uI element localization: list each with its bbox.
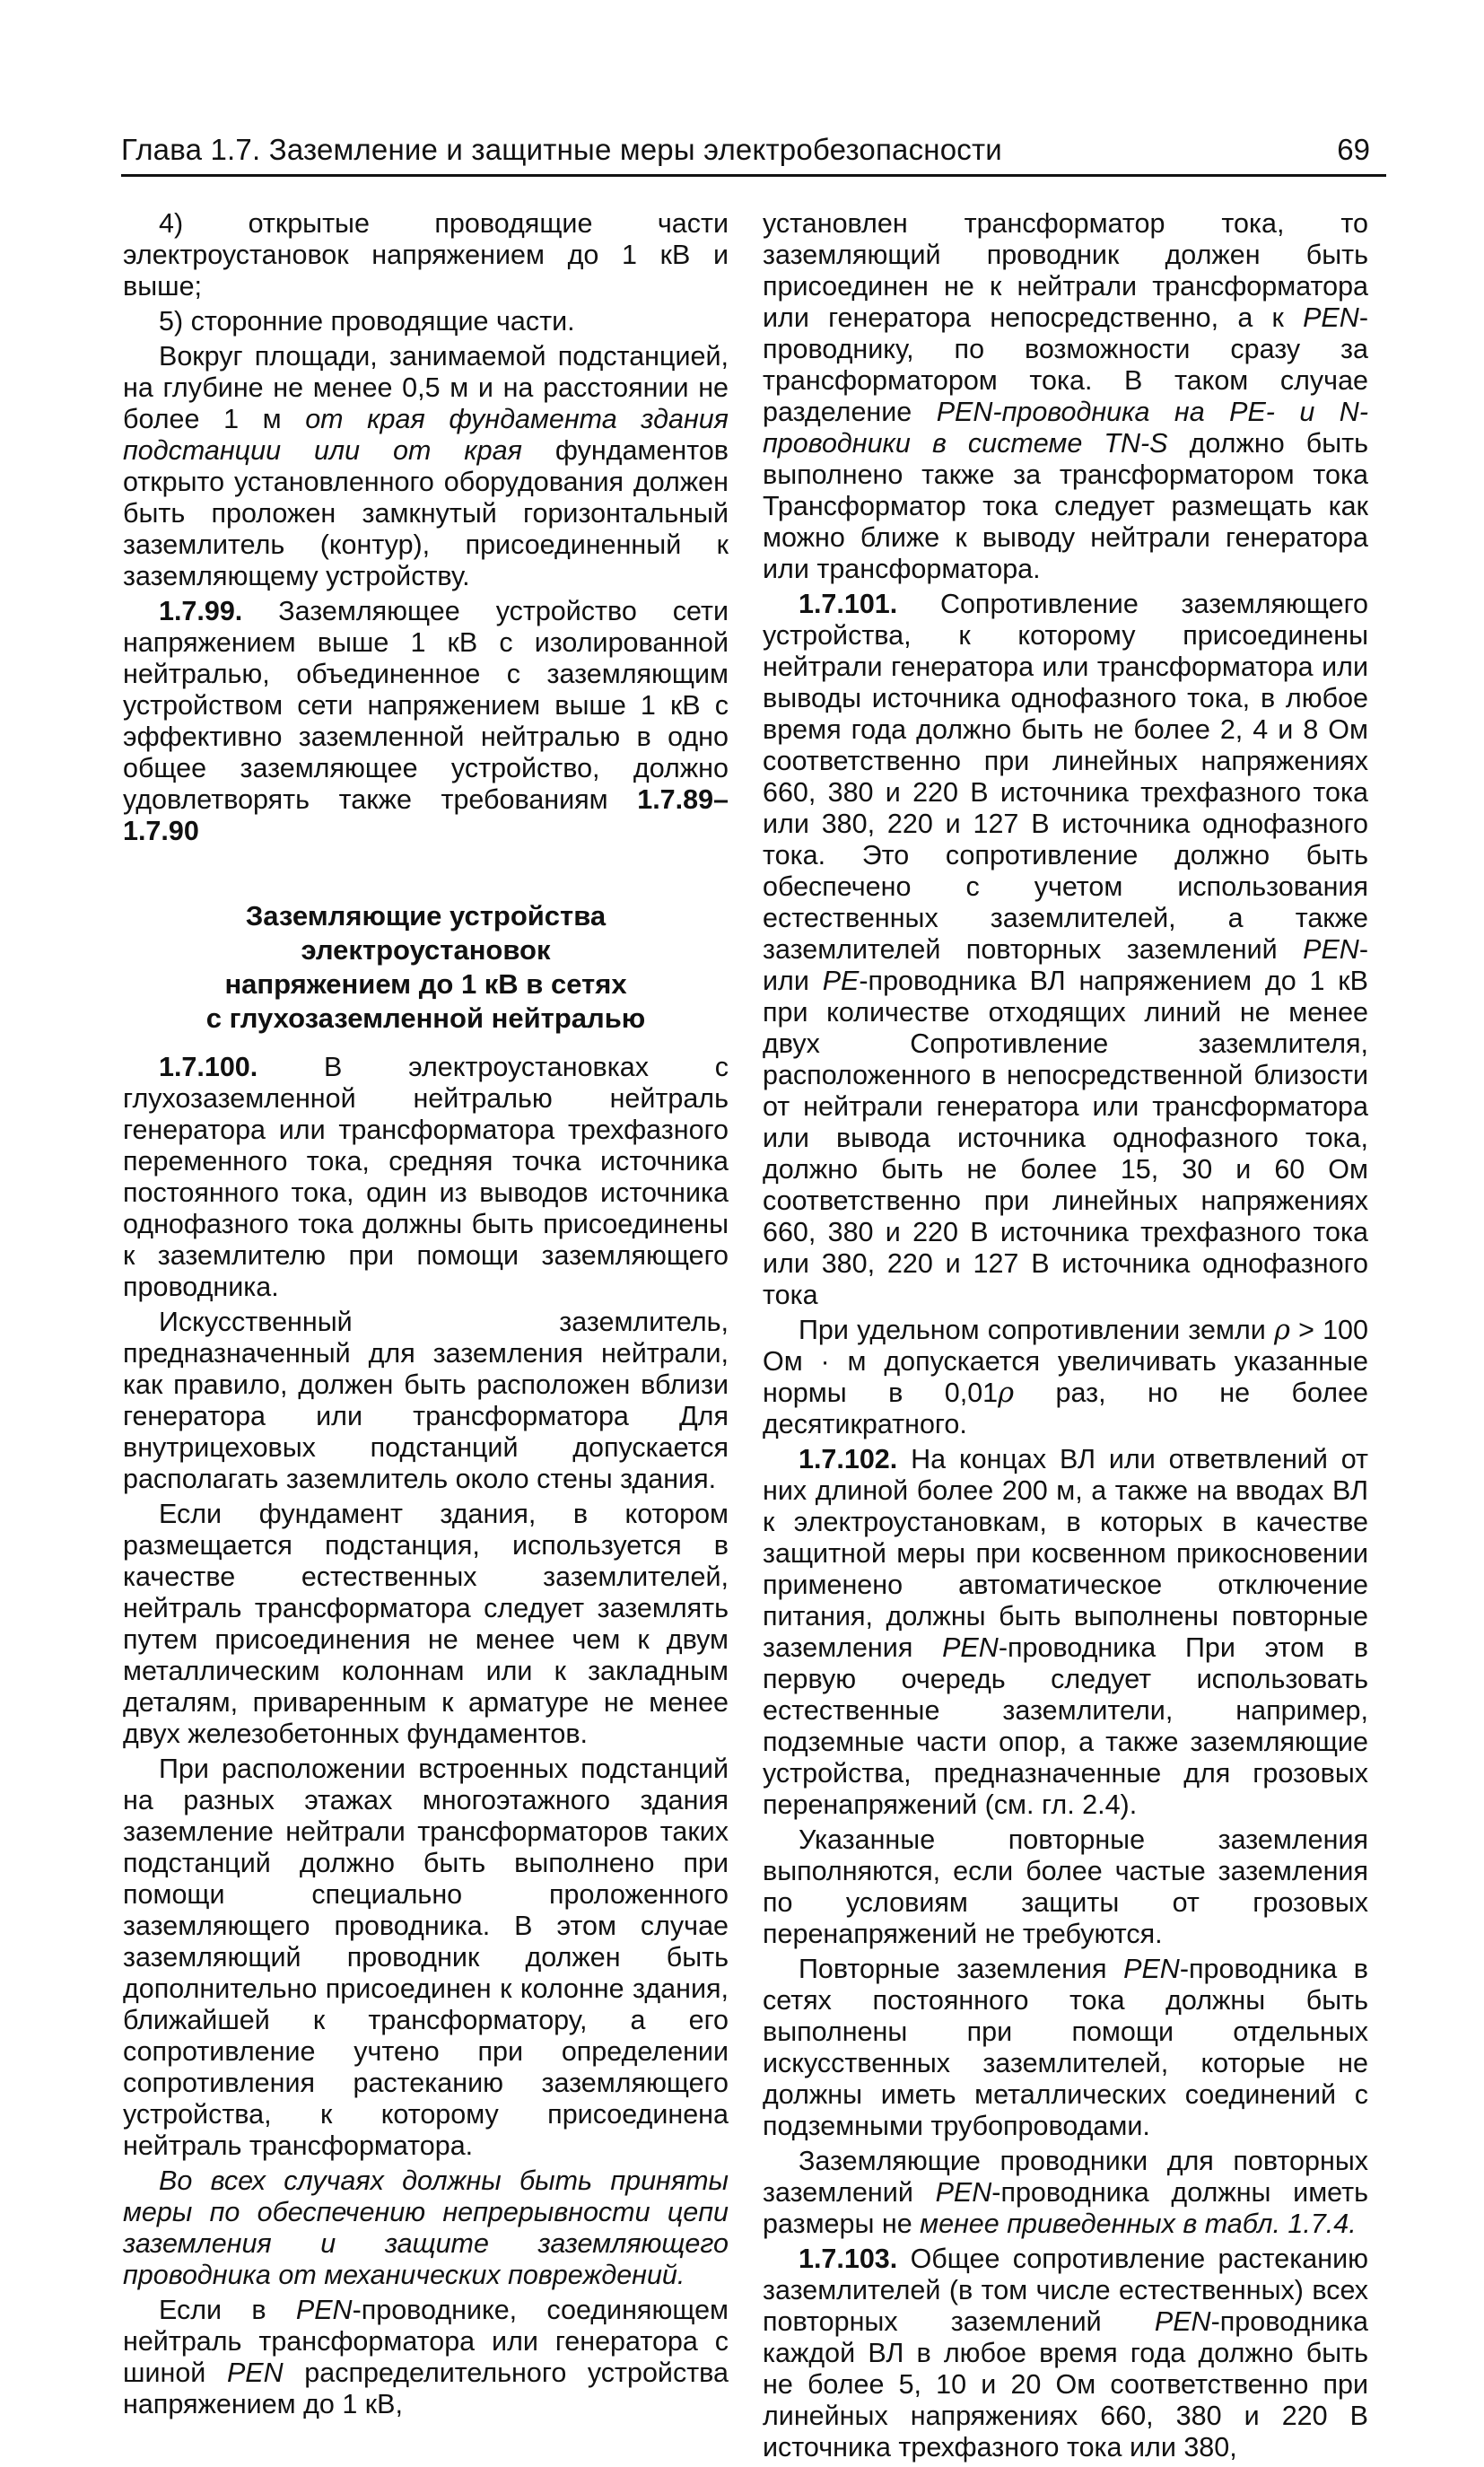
running-header xyxy=(121,133,1386,177)
page-number: 69 xyxy=(1337,133,1370,166)
paragraph-text: должно быть выполнено также за трансформатором тока Трансформатор тока следует размещать как можно ближе к выводу нейтрали генератора или трансформатора. xyxy=(763,428,1368,584)
paragraph-text: -проводнике, соединяющем нейтраль трансформатора или генератора с шиной xyxy=(123,2295,729,2388)
paragraph-text: фундаментов открыто установленного оборудования должен быть проложен замкнутый горизонтальный заземлитель (контур), присоединенный к заземляющему устройству. xyxy=(123,435,729,591)
clause-1-7-102 xyxy=(763,1444,1368,1821)
paragraph: Указанные повторные заземления выполняются, если более частые заземления по условиям защиты от грозовых перенапряжений не требуются. xyxy=(763,1824,1368,1949)
section-heading-line: Заземляющие устройства электроустановок xyxy=(245,900,607,966)
section-heading xyxy=(123,899,729,1036)
clause-number: 1.7.102. xyxy=(799,1444,898,1474)
paragraph-italic-text: менее приведенных в табл. 1.7.4. xyxy=(920,2209,1357,2239)
chapter-title: Глава 1.7. Заземление и защитные меры электробезопасности xyxy=(121,133,1002,166)
paragraph-italic-text: Во всех случаях должны быть приняты меры по обеспечению непрерывности цепи заземления и защите заземляющего проводника от механических повреждений. xyxy=(123,2165,729,2290)
paragraph-text: Заземляющие проводники для повторных заземлений xyxy=(763,2146,1368,2208)
clause-text: Заземляющее устройство сети напряжением выше 1 кВ с изолированной нейтралью, объединенное с заземляющим устройством сети напряжением выше 1 кВ с эффективно заземленной нейтралью в одно общее заземляющее устройство, должно удовлетворять также требованиям xyxy=(123,596,729,815)
paragraph: 5) сторонние проводящие части. xyxy=(159,306,575,337)
clause-1-7-103 xyxy=(763,2244,1368,2463)
clause-text: -проводника каждой ВЛ в любое время года должно быть не более 5, 10 и 20 Ом соответственно при линейных напряжениях 660, 380 и 220 В источника трехфазного тока или 380, xyxy=(763,2306,1368,2463)
term-pen: PEN xyxy=(226,2358,284,2388)
paragraph: Если фундамент здания, в котором размещается подстанция, используется в качестве естественных заземлителей, нейтраль трансформатора следует заземлять путем присоединения не менее чем к двум металлическим колоннам или к закладным деталям, приваренным к арматуре не менее двух железобетонных фундаментов. xyxy=(123,1499,729,1749)
paragraph-continued xyxy=(763,208,1368,585)
paragraph-italic-text: PEN-проводника на PE- и N-проводники в системе TN-S xyxy=(763,397,1368,459)
clause-text: В электроустановках с глухозаземленной нейтралью нейтраль генератора или трансформатора трехфазного переменного тока, средняя точка источника постоянного тока, один из выводов источника однофазного тока должны быть присоединены к заземлителю при помощи заземляющего проводника. xyxy=(123,1052,729,1302)
clause-number: 1.7.103. xyxy=(799,2244,898,2274)
paragraph-text: раз, но не более десятикратного. xyxy=(763,1378,1368,1439)
term-pen: PEN xyxy=(942,1632,999,1663)
paragraph-text: -проводнику, по возможности сразу за трансформатором тока. В таком случае разделение xyxy=(763,302,1368,427)
term-pe: PE xyxy=(822,966,860,996)
paragraph-text: -проводника в сетях постоянного тока должны быть выполнены при помощи отдельных искусственных заземлителей, которые не должны иметь металлических соединений с подземными трубопроводами. xyxy=(763,1954,1368,2141)
rho-symbol: ρ xyxy=(998,1378,1015,1409)
clause-number: 1.7.100. xyxy=(159,1052,258,1082)
paragraph-text: установлен трансформатор тока, то заземляющий проводник должен быть присоединен не к нейтрали трансформатора или генератора непосредственно, а к xyxy=(763,208,1368,333)
paragraph-text: > 100 Ом · м допускается увеличивать указанные нормы в 0,01 xyxy=(763,1315,1368,1408)
paragraph xyxy=(123,2295,729,2420)
paragraph-text: -проводника должны иметь размеры не xyxy=(763,2177,1368,2239)
clause-text: Сопротивление заземляющего устройства, к которому присоединены нейтрали генератора или трансформатора или выводы источника однофазного тока, в любое время года должно быть не более 2, 4 и 8 Ом соответственно при линейных напряжениях 660, 380 и 220 В источника трехфазного тока или 380, 220 и 127 В источника однофазного тока. Это сопротивление должно быть обеспечено с учетом использования естественных заземлителей, а также заземлителей повторных заземлений xyxy=(763,589,1368,965)
clause-text: - или xyxy=(763,934,1368,996)
clause-number: 1.7.99. xyxy=(159,596,243,626)
term-pen: PEN xyxy=(935,2177,992,2208)
clause-text: Общее сопротивление растеканию заземлителей (в том числе естественных) всех повторных заземлений xyxy=(763,2244,1368,2337)
paragraph-text: При удельном сопротивлении земли xyxy=(799,1315,1266,1345)
paragraph-text: Вокруг площади, занимаемой подстанцией, на глубине не менее 0,5 м и на расстоянии не более 1 м xyxy=(123,341,729,434)
paragraph xyxy=(123,341,729,592)
rho-symbol: ρ xyxy=(1273,1315,1290,1346)
clause-1-7-101 xyxy=(763,589,1368,1311)
term-pen: PEN xyxy=(1303,934,1359,965)
clause-text: -проводника ВЛ напряжением до 1 кВ при количестве отходящих линий не менее двух Сопротивление заземлителя, расположенного в непосредственной близости от нейтрали генератора или трансформатора или вывода источника однофазного тока, должно быть не более 15, 30 и 60 Ом соответственно при линейных напряжениях 660, 380 и 220 В источника трехфазного тока или 380, 220 и 127 В источника однофазного тока xyxy=(763,966,1368,1310)
left-column xyxy=(123,208,729,2424)
term-pen: PEN xyxy=(1303,302,1359,333)
paragraph-text: Если в xyxy=(159,2295,266,2325)
paragraph-italic-text: от края фундамента здания подстанции или от края xyxy=(123,404,729,466)
paragraph: Искусственный заземлитель, предназначенный для заземления нейтрали, как правило, должен быть расположен вблизи генератора или трансформатора Для внутрицеховых подстанций допускается располагать заземлитель около стены здания. xyxy=(123,1307,729,1494)
paragraph: При расположении встроенных подстанций на разных этажах многоэтажного здания заземление нейтрали трансформаторов таких подстанций должно быть выполнено при помощи специально проложенного заземляющего проводника. В этом случае заземляющий проводник должен быть дополнительно присоединен к колонне здания, ближайшей к трансформатору, а его сопротивление учтено при определении сопротивления растеканию заземляющего устройства, к которому присоединена нейтраль трансформатора. xyxy=(123,1754,729,2161)
clause-number: 1.7.101. xyxy=(799,589,898,619)
paragraph-text: Повторные заземления xyxy=(799,1954,1107,1984)
clause-text: -проводника При этом в первую очередь следует использовать естественные заземлители, например, подземные части опор, а также заземляющие устройства, предназначенные для грозовых перенапряжений (см. гл. 2.4). xyxy=(763,1632,1368,1820)
clause-text: На концах ВЛ или ответвлений от них длиной более 200 м, а также на вводах ВЛ к электроустановкам, в которых в качестве защитной меры при косвенном прикосновении применено автоматическое отключение питания, должны быть выполнены повторные заземления xyxy=(763,1444,1368,1663)
paragraph xyxy=(763,1954,1368,2142)
clause-1-7-99 xyxy=(123,596,729,847)
term-pen: PEN xyxy=(295,2295,353,2325)
clause-reference: 1.7.89–1.7.90 xyxy=(123,784,729,846)
right-column xyxy=(763,208,1368,2467)
paragraph-text: распределительного устройства напряжением до 1 кВ, xyxy=(123,2358,729,2419)
paragraph xyxy=(763,1315,1368,1440)
paragraph xyxy=(123,2165,729,2291)
section-heading-line: напряжением до 1 кВ в сетях xyxy=(224,968,627,1000)
paragraph: 4) открытые проводящие части электроустановок напряжением до 1 кВ и выше; xyxy=(123,208,729,302)
section-heading-line: с глухозаземленной нейтралью xyxy=(205,1002,646,1034)
clause-1-7-100 xyxy=(123,1052,729,1303)
paragraph xyxy=(763,2146,1368,2240)
term-pen: PEN xyxy=(1123,1954,1180,1984)
term-pen: PEN xyxy=(1154,2306,1211,2337)
